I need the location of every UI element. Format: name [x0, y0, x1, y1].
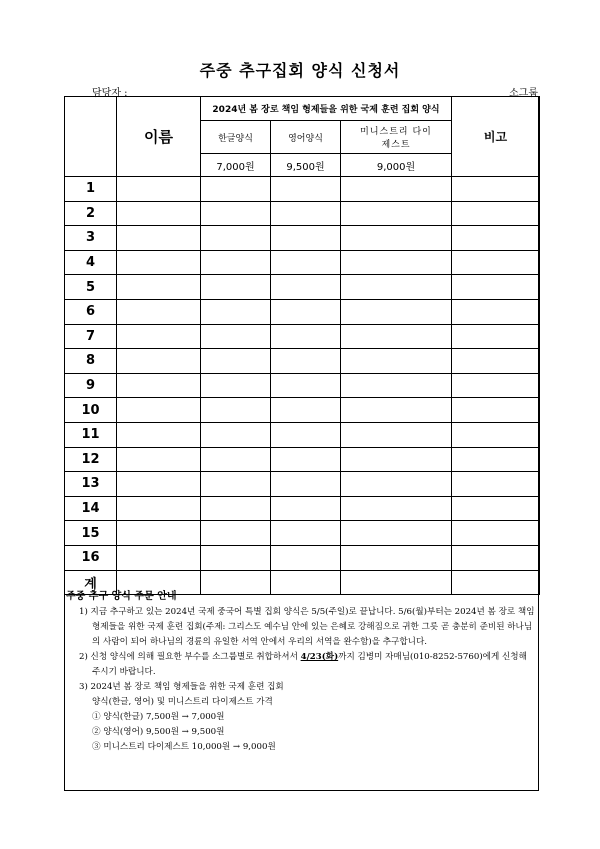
ministry-price: 9,000원: [341, 154, 452, 177]
korean-form-header: 한글양식: [201, 121, 271, 154]
english-qty-cell[interactable]: [271, 373, 341, 398]
row-number: 8: [65, 349, 117, 374]
name-cell[interactable]: [117, 398, 201, 423]
note-cell[interactable]: [452, 299, 540, 324]
row-number: 9: [65, 373, 117, 398]
number-header-cell: [65, 97, 117, 177]
name-cell[interactable]: [117, 201, 201, 226]
ministry-qty-cell[interactable]: [341, 521, 452, 546]
korean-qty-cell[interactable]: [201, 472, 271, 497]
name-cell[interactable]: [117, 472, 201, 497]
table-row: [65, 521, 540, 546]
english-qty-cell[interactable]: [271, 521, 341, 546]
ministry-qty-cell[interactable]: [341, 324, 452, 349]
name-cell[interactable]: [117, 349, 201, 374]
english-qty-cell[interactable]: [271, 299, 341, 324]
english-qty-cell[interactable]: [271, 226, 341, 251]
deadline-date: 4/23(화): [300, 652, 339, 662]
note-cell[interactable]: [452, 226, 540, 251]
note-cell[interactable]: [452, 373, 540, 398]
notice-title: 주중 추구 양식 주문 안내: [66, 591, 177, 602]
name-cell[interactable]: [117, 422, 201, 447]
table-row: [65, 250, 540, 275]
price-english-line: ② 양식(영어) 9,500원 → 9,500원: [92, 727, 225, 737]
english-qty-cell[interactable]: [271, 422, 341, 447]
name-cell[interactable]: [117, 521, 201, 546]
korean-qty-cell[interactable]: [201, 275, 271, 300]
row-number: 7: [65, 324, 117, 349]
note-cell[interactable]: [452, 447, 540, 472]
note-cell[interactable]: [452, 201, 540, 226]
ministry-qty-cell[interactable]: [341, 226, 452, 251]
korean-qty-cell[interactable]: [201, 177, 271, 202]
table-row: [65, 324, 540, 349]
name-cell[interactable]: [117, 299, 201, 324]
table-row: [65, 373, 540, 398]
ministry-qty-cell[interactable]: [341, 472, 452, 497]
english-qty-cell[interactable]: [271, 496, 341, 521]
note-cell[interactable]: [452, 521, 540, 546]
row-number: 1: [65, 177, 117, 202]
english-qty-cell[interactable]: [271, 250, 341, 275]
ministry-qty-cell[interactable]: [341, 275, 452, 300]
row-number: 계: [65, 570, 117, 595]
name-header: 이름: [117, 97, 201, 177]
order-table: [64, 96, 540, 595]
korean-qty-cell[interactable]: [201, 496, 271, 521]
english-price: 9,500원: [271, 154, 341, 177]
korean-qty-cell[interactable]: [201, 398, 271, 423]
notice-item-2-prefix: 2) 신청 양식에 의해 필요한 부수를 소그룹별로 취합하셔서: [79, 652, 301, 662]
notice-item-3: 3) 2024년 봄 장로 책임 형제들을 위한 국제 훈련 집회: [79, 682, 284, 692]
table-row: [65, 177, 540, 202]
ministry-qty-cell[interactable]: [341, 299, 452, 324]
note-cell[interactable]: [452, 545, 540, 570]
ministry-qty-cell[interactable]: [341, 398, 452, 423]
group-label: 소그룹: [509, 88, 538, 99]
table-row: [65, 422, 540, 447]
notice-item-2-suffix: 까지 김병미 자매님(010-8252-5760)에게 신청해 주시기 바랍니다.: [92, 652, 527, 677]
row-number: 16: [65, 545, 117, 570]
table-row: [65, 447, 540, 472]
manager-label: 담당자 :: [92, 88, 128, 99]
name-cell[interactable]: [117, 177, 201, 202]
row-number: 4: [65, 250, 117, 275]
table-row: [65, 201, 540, 226]
table-row: [65, 472, 540, 497]
note-cell[interactable]: [452, 496, 540, 521]
note-header: 비고: [452, 97, 540, 177]
english-qty-cell[interactable]: [271, 349, 341, 374]
ministry-qty-cell[interactable]: [341, 422, 452, 447]
row-number: 13: [65, 472, 117, 497]
name-cell[interactable]: [117, 324, 201, 349]
table-row: [65, 349, 540, 374]
notice-item-3-sub: 양식(한글, 영어) 및 미니스트리 다이제스트 가격: [92, 697, 273, 707]
row-number: 2: [65, 201, 117, 226]
order-notice: [66, 587, 536, 755]
english-qty-cell[interactable]: [271, 324, 341, 349]
price-korean-line: ① 양식(한글) 7,500원 → 7,000원: [92, 712, 225, 722]
table-row: [65, 398, 540, 423]
name-cell[interactable]: [117, 545, 201, 570]
row-number: 10: [65, 398, 117, 423]
english-qty-cell[interactable]: [271, 472, 341, 497]
row-number: 12: [65, 447, 117, 472]
korean-qty-cell[interactable]: [201, 250, 271, 275]
name-cell[interactable]: [117, 496, 201, 521]
korean-qty-cell[interactable]: [201, 422, 271, 447]
english-qty-cell[interactable]: [271, 398, 341, 423]
korean-qty-cell[interactable]: [201, 521, 271, 546]
english-qty-cell[interactable]: [271, 545, 341, 570]
ministry-qty-cell[interactable]: [341, 201, 452, 226]
english-qty-cell[interactable]: [271, 447, 341, 472]
table-row: [65, 299, 540, 324]
note-cell[interactable]: [452, 398, 540, 423]
korean-qty-cell[interactable]: [201, 324, 271, 349]
name-cell[interactable]: [117, 275, 201, 300]
note-cell[interactable]: [452, 349, 540, 374]
english-qty-cell[interactable]: [271, 201, 341, 226]
ministry-qty-cell[interactable]: [341, 177, 452, 202]
ministry-digest-header: 미니스트리 다이제스트: [341, 121, 452, 154]
notice-item-1: 1) 지금 추구하고 있는 2024년 국제 중국어 특별 집회 양식은 5/5(주일)로 끝납니다. 5/6(월)부터는 2024년 봄 장로 책임 형제들을 위한 국제 훈련 집회(주제: 그리스도 예수님 안에 있는 은혜로 강해짐으로 귀한 그릇 곧 충분히 준비된 하나님의 사람이 되어 하나님의 경륜의 유일한 서역 안에서 우리의 서역을 완수함)을 추구합니다.: [79, 607, 535, 647]
row-number: 5: [65, 275, 117, 300]
ministry-qty-cell[interactable]: [341, 545, 452, 570]
name-cell[interactable]: [117, 250, 201, 275]
korean-qty-cell[interactable]: [201, 447, 271, 472]
table-row: [65, 275, 540, 300]
korean-qty-cell[interactable]: [201, 226, 271, 251]
row-number: 14: [65, 496, 117, 521]
name-cell[interactable]: [117, 373, 201, 398]
korean-price: 7,000원: [201, 154, 271, 177]
english-form-header: 영어양식: [271, 121, 341, 154]
korean-qty-cell[interactable]: [201, 201, 271, 226]
table-row: [65, 545, 540, 570]
name-cell[interactable]: [117, 447, 201, 472]
row-number: 6: [65, 299, 117, 324]
note-cell[interactable]: [452, 275, 540, 300]
korean-qty-cell[interactable]: [201, 545, 271, 570]
note-cell[interactable]: [452, 472, 540, 497]
page-title: 주중 추구집회 양식 신청서: [199, 61, 401, 80]
note-cell[interactable]: [452, 422, 540, 447]
row-number: 11: [65, 422, 117, 447]
ministry-qty-cell[interactable]: [341, 373, 452, 398]
note-cell[interactable]: [452, 250, 540, 275]
notice-item-2: [66, 650, 536, 680]
ministry-qty-cell[interactable]: [341, 250, 452, 275]
price-mini-line: ③ 미니스트리 다이제스트 10,000원 → 9,000원: [92, 742, 276, 752]
name-cell[interactable]: [117, 226, 201, 251]
row-number: 3: [65, 226, 117, 251]
korean-qty-cell[interactable]: [201, 299, 271, 324]
korean-qty-cell[interactable]: [201, 349, 271, 374]
ministry-qty-cell[interactable]: [341, 496, 452, 521]
note-cell[interactable]: [452, 177, 540, 202]
table-row: [65, 226, 540, 251]
event-header: 2024년 봄 장로 책임 형제들을 위한 국제 훈련 집회 양식: [201, 97, 452, 121]
row-number: 15: [65, 521, 117, 546]
english-qty-cell[interactable]: [271, 275, 341, 300]
ministry-qty-cell[interactable]: [341, 349, 452, 374]
table-row: [65, 496, 540, 521]
note-cell[interactable]: [452, 324, 540, 349]
ministry-qty-cell[interactable]: [341, 447, 452, 472]
korean-qty-cell[interactable]: [201, 373, 271, 398]
english-qty-cell[interactable]: [271, 177, 341, 202]
